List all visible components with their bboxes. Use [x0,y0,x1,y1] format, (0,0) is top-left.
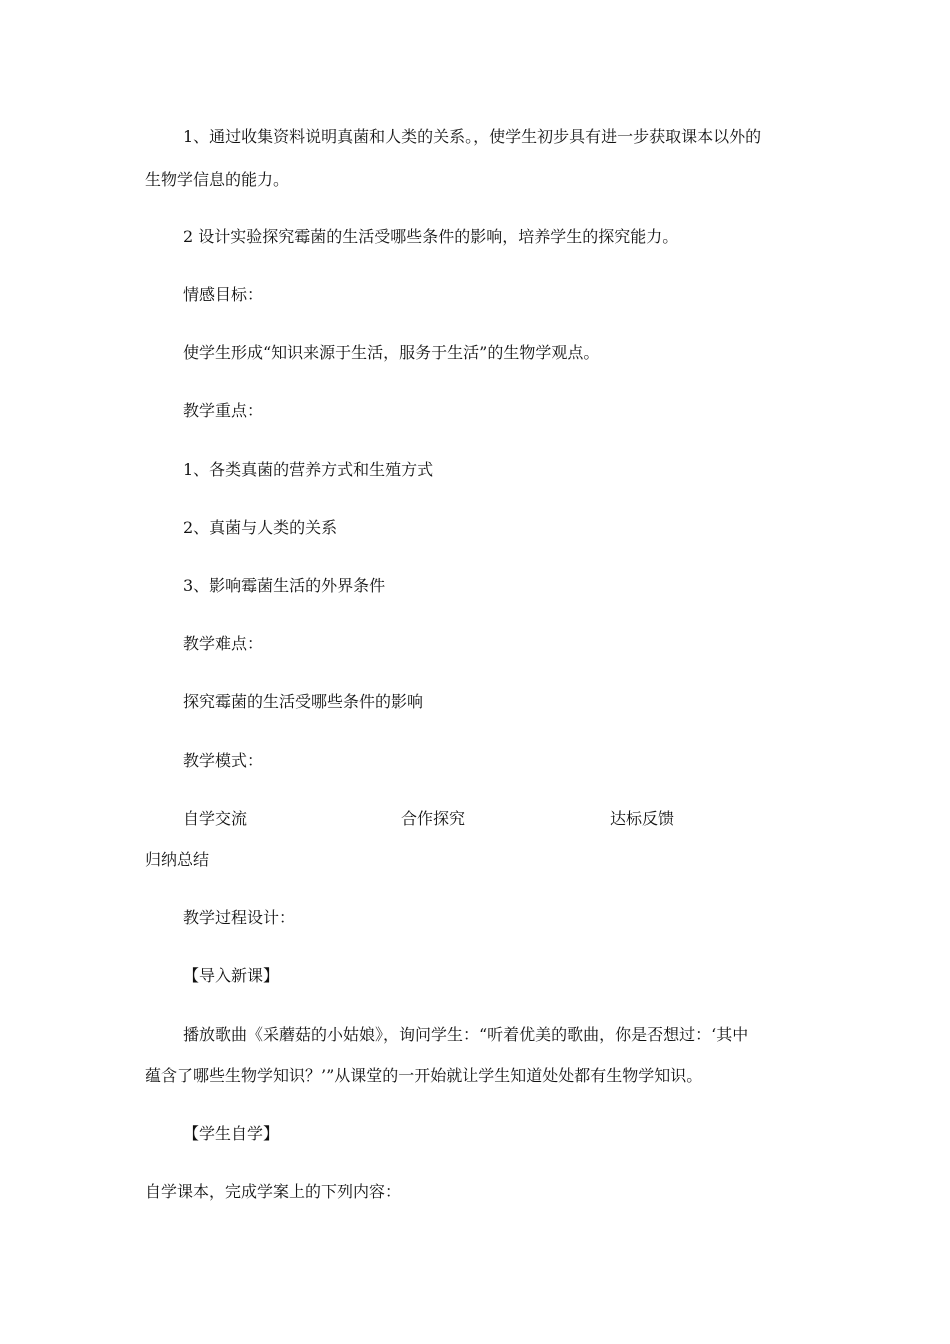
teaching-mode-3: 达标反馈 [610,809,675,828]
paragraph-emotion-goal: 使学生形成“知识来源于生活，服务于生活”的生物学观点。 [183,343,600,362]
paragraph-self-study: 自学课本，完成学案上的下列内容： [145,1182,402,1201]
key-point-2: 2、真菌与人类的关系 [183,518,338,537]
paragraph-goal-1-line-1: 1、通过收集资料说明真菌和人类的关系。，使学生初步具有进一步获取课本以外的 [183,127,762,146]
paragraph-goal-1-line-2: 生物学信息的能力。 [145,170,290,189]
key-point-1: 1、各类真菌的营养方式和生殖方式 [183,460,434,479]
heading-key-points: 教学重点： [183,401,264,420]
teaching-mode-1: 自学交流 [183,809,248,828]
paragraph-intro-line-2: 蕴含了哪些生物学知识？’”从课堂的一开始就让学生知道处处都有生物学知识。 [145,1066,703,1085]
paragraph-intro-line-1: 播放歌曲《采蘑菇的小姑娘》，询问学生：“听着优美的歌曲，你是否想过：‘其中 [183,1025,749,1044]
paragraph-difficulty: 探究霉菌的生活受哪些条件的影响 [183,692,424,711]
teaching-mode-4: 归纳总结 [145,850,210,869]
key-point-3: 3、影响霉菌生活的外界条件 [183,576,386,595]
heading-difficulty: 教学难点： [183,634,264,653]
heading-teaching-process: 教学过程设计： [183,908,296,927]
heading-student-self-study: 【学生自学】 [183,1124,280,1143]
heading-intro-new-lesson: 【导入新课】 [183,966,280,985]
heading-emotion-goal: 情感目标： [183,285,264,304]
heading-teaching-mode: 教学模式： [183,751,264,770]
teaching-mode-2: 合作探究 [401,809,466,828]
paragraph-goal-2: 2 设计实验探究霉菌的生活受哪些条件的影响，培养学生的探究能力。 [183,227,679,246]
